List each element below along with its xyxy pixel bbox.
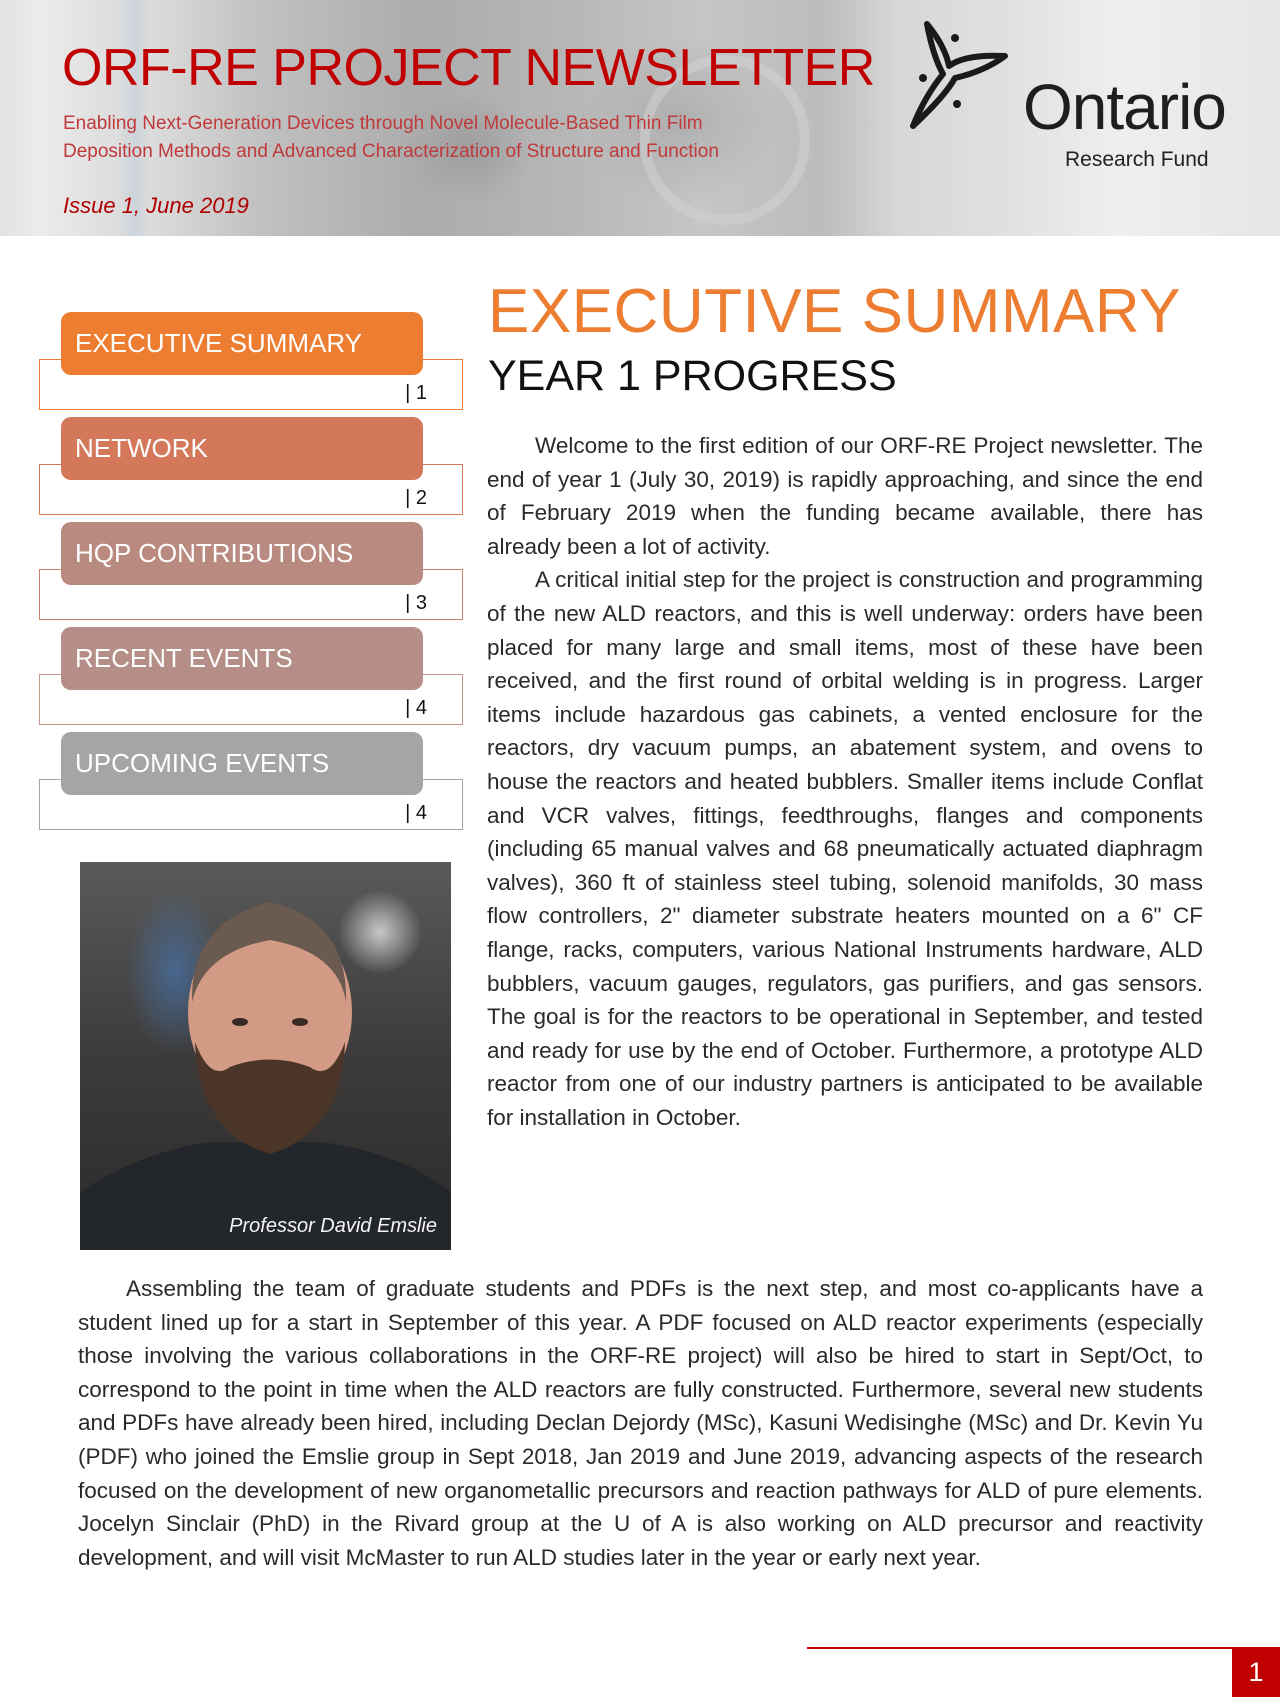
issue-date: Issue 1, June 2019 bbox=[63, 193, 249, 218]
trillium-icon bbox=[905, 16, 1035, 136]
toc-label[interactable]: HQP CONTRIBUTIONS bbox=[61, 522, 423, 585]
newsletter-title: ORF-RE PROJECT NEWSLETTER bbox=[62, 39, 875, 97]
portrait-photo bbox=[80, 862, 451, 1250]
ontario-research-fund-logo bbox=[905, 12, 1265, 172]
section-subtitle: YEAR 1 PROGRESS bbox=[488, 352, 897, 400]
portrait-illustration bbox=[80, 862, 451, 1250]
newsletter-subtitle bbox=[63, 110, 863, 166]
toc-page-number: | 1 bbox=[405, 382, 427, 404]
toc-page-number: | 2 bbox=[405, 487, 427, 509]
page-number: 1 bbox=[1232, 1647, 1280, 1697]
photo-caption: Professor David Emslie bbox=[229, 1215, 437, 1237]
toc-item-executive-summary[interactable] bbox=[39, 312, 463, 417]
section-title: EXECUTIVE SUMMARY bbox=[488, 277, 1181, 346]
paragraph-welcome: Welcome to the first edition of our ORF-RE Project newsletter. The end of year 1 (July 30, 2019) is rapidly approaching, and since the end of February 2019 when the funding became available, there has already been a lot of activity. bbox=[487, 433, 1203, 559]
table-of-contents bbox=[39, 312, 463, 837]
subtitle-line-2: Deposition Methods and Advanced Characterization of Structure and Function bbox=[63, 141, 719, 162]
toc-item-network[interactable] bbox=[39, 417, 463, 522]
toc-item-upcoming-events[interactable] bbox=[39, 732, 463, 837]
subtitle-line-1: Enabling Next-Generation Devices through Novel Molecule-Based Thin Film bbox=[63, 113, 703, 134]
paragraph-team: Assembling the team of graduate students and PDFs is the next step, and most co-applicants have a student lined up for a start in September of this year. A PDF focused on ALD reactor experiments (especially those involving the various collaborations in the ORF-RE project) will also be hired to start in Sept/Oct, to correspond to the point in time when the ALD reactors are fully constructed. Furthermore, several new students and PDFs have already been hired, including Declan Dejordy (MSc), Kasuni Wedisinghe (MSc) and Dr. Kevin Yu (PDF) who joined the Emslie group in Sept 2018, Jan 2019 and June 2019, advancing aspects of the research focused on the development of new organometallic precursors and reaction pathways for ALD of pure elements. Jocelyn Sinclair (PhD) in the Rivard group at the U of A is also working on ALD precursor and reactivity development, and will visit McMaster to run ALD studies later in the year or early next year. bbox=[78, 1276, 1203, 1570]
header-banner bbox=[0, 0, 1280, 236]
toc-label[interactable]: UPCOMING EVENTS bbox=[61, 732, 423, 795]
body-full-width bbox=[78, 1272, 1203, 1574]
toc-page-number: | 3 bbox=[405, 592, 427, 614]
body-column bbox=[487, 429, 1203, 1134]
toc-page-number: | 4 bbox=[405, 697, 427, 719]
logo-wordmark: Ontario bbox=[1023, 71, 1226, 143]
footer-rule bbox=[807, 1647, 1233, 1649]
toc-item-recent-events[interactable] bbox=[39, 627, 463, 732]
paragraph-reactors: A critical initial step for the project is construction and programming of the new ALD reactors, and this is well underway: orders have been placed for many large and small items, most of these have been received, and the first round of orbital welding is in progress. Larger items include hazardous gas cabinets, a vented enclosure for the reactors, dry vacuum pumps, an abatement system, and ovens to house the reactors and heated bubblers. Smaller items include Conflat and VCR valves, fittings, feedthroughs, flanges and components (including 65 manual valves and 68 pneumatically actuated diaphragm valves), 360 ft of stainless steel tubing, solenoid manifolds, 30 mass flow controllers, 2" diameter substrate heaters mounted on a 6" CF flange, racks, computers, various National Instruments hardware, ALD bubblers, vacuum gauges, regulators, gas purifiers, and gas sensors. The goal is for the reactors to be operational in September, and tested and ready for use by the end of October. Furthermore, a prototype ALD reactor from one of our industry partners is anticipated to be available for installation in October. bbox=[487, 567, 1203, 1130]
toc-label[interactable]: NETWORK bbox=[61, 417, 423, 480]
toc-item-hqp-contributions[interactable] bbox=[39, 522, 463, 627]
logo-subline: Research Fund bbox=[1065, 148, 1209, 171]
toc-page-number: | 4 bbox=[405, 802, 427, 824]
toc-label[interactable]: EXECUTIVE SUMMARY bbox=[61, 312, 423, 375]
toc-label[interactable]: RECENT EVENTS bbox=[61, 627, 423, 690]
